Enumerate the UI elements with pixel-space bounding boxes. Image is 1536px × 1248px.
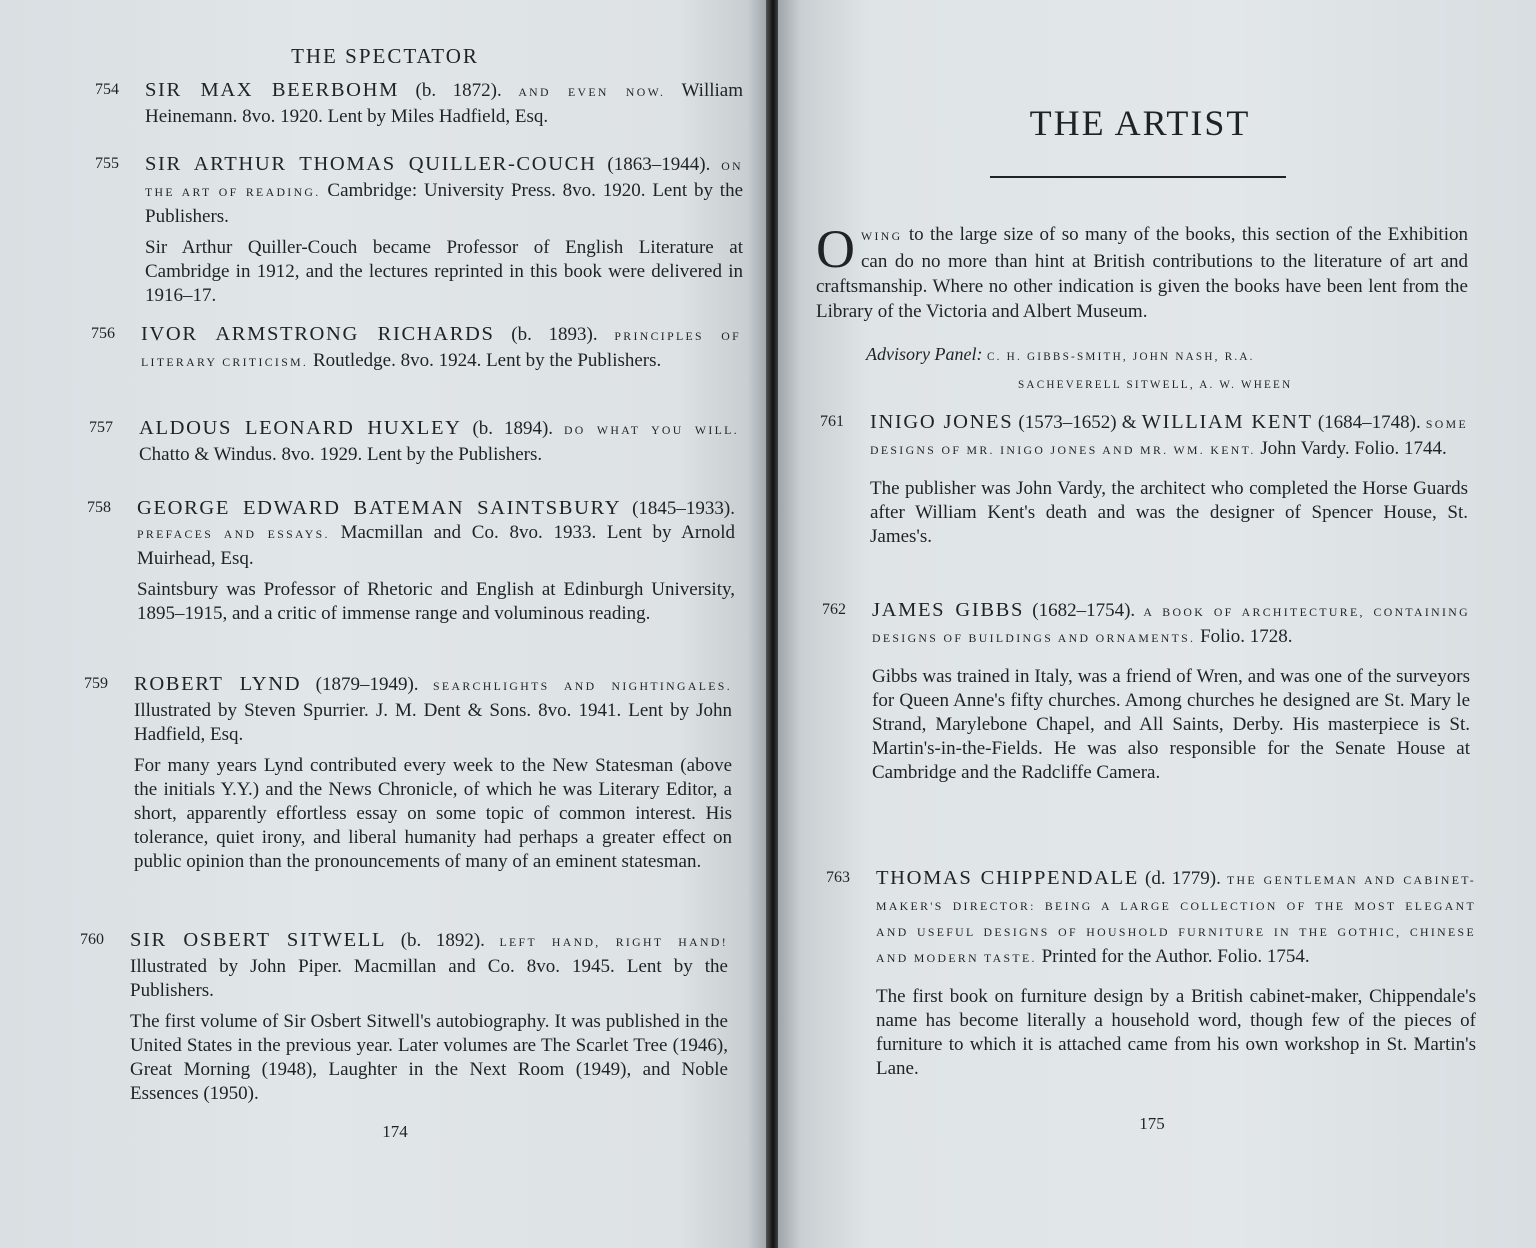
citation-rest: William Heinemann. 8vo. 1920. Lent by Miles Hadfield, Esq. bbox=[145, 80, 744, 127]
citation-rest: Folio. 1728. bbox=[1195, 626, 1293, 647]
author-dates: (1573–1652) & bbox=[1013, 412, 1142, 433]
author-dates: (1845–1933). bbox=[621, 498, 735, 519]
author-dates: (d. 1779). bbox=[1138, 868, 1227, 889]
author-name: THOMAS CHIPPENDALE bbox=[876, 867, 1139, 889]
author-name: GEORGE EDWARD BATEMAN SAINTSBURY bbox=[137, 497, 622, 519]
citation-rest: Illustrated by Steven Spurrier. J. M. Dent & Sons. 8vo. 1941. Lent by John Hadfield, Esq. bbox=[134, 700, 732, 745]
entry-number: 763 bbox=[826, 869, 850, 886]
book-title: DO WHAT YOU WILL. bbox=[563, 424, 739, 437]
entry-number: 755 bbox=[95, 155, 119, 172]
author-name: ALDOUS LEONARD HUXLEY bbox=[139, 417, 462, 439]
book-title: LEFT HAND, RIGHT HAND! bbox=[499, 936, 728, 949]
book-title: PREFACES AND ESSAYS. bbox=[137, 528, 330, 541]
entry-citation bbox=[872, 598, 1470, 651]
author-dates: (1682–1754). bbox=[1024, 600, 1144, 621]
running-head: THE SPECTATOR bbox=[291, 44, 479, 68]
title-rule bbox=[990, 176, 1286, 178]
entry-761 bbox=[820, 410, 1469, 549]
entry-citation bbox=[870, 410, 1468, 463]
author-dates-2: (1684–1748). bbox=[1312, 412, 1426, 433]
author-name: IVOR ARMSTRONG RICHARDS bbox=[141, 323, 495, 345]
advisory-panel bbox=[866, 342, 1466, 398]
entry-number: 762 bbox=[822, 601, 846, 618]
entry-number: 756 bbox=[91, 325, 115, 342]
book-title: THE GENTLEMAN AND CABINET-MAKER'S DIRECTOR: BEING A LARGE COLLECTION OF THE MOST ELEGANT AND USEFUL DESIGNS OF HOUSHOLD FURNITURE IN THE GOTHIC, CHINESE AND MODERN TASTE. bbox=[876, 874, 1476, 965]
entry-note: The first volume of Sir Osbert Sitwell's autobiography. It was published in the United States in the previous year. Later volumes are The Scarlet Tree (1946), Great Morning (1948), Laughter in the Next Room (1949), and Noble Essences (1950). bbox=[130, 1011, 728, 1104]
author-dates: (b. 1894). bbox=[461, 418, 564, 439]
citation-rest: Cambridge: University Press. 8vo. 1920. Lent by the Publishers. bbox=[145, 180, 744, 227]
advisory-label: Advisory Panel: bbox=[866, 344, 983, 364]
author-name: SIR MAX BEERBOHM bbox=[145, 79, 399, 101]
entry-757 bbox=[89, 416, 739, 467]
drop-cap: O bbox=[816, 219, 855, 279]
entry-756 bbox=[91, 322, 741, 375]
entry-note: Saintsbury was Professor of Rhetoric and English at Edinburgh University, 1895–1915, and a critic of immense range and voluminous reading. bbox=[137, 579, 735, 624]
book-title: PRINCIPLES OF LITERARY CRITICISM. bbox=[141, 330, 741, 369]
author-dates: (b. 1892). bbox=[386, 930, 500, 951]
citation-rest: Illustrated by John Piper. Macmillan and Co. 8vo. 1945. Lent by the Publishers. bbox=[130, 956, 728, 1001]
entry-citation bbox=[141, 322, 741, 375]
entry-760 bbox=[80, 928, 728, 1106]
entry-note: The first book on furniture design by a British cabinet-maker, Chippendale's name has become literally a household word, though few of the pieces of furniture to which it is attached came from his own workshop in St. Martin's Lane. bbox=[876, 986, 1476, 1079]
book-title: SEARCHLIGHTS AND NIGHTINGALES. bbox=[433, 680, 732, 693]
author-dates: (b. 1872). bbox=[398, 80, 519, 101]
entry-citation bbox=[145, 78, 743, 129]
author-name: ROBERT LYND bbox=[134, 673, 302, 695]
citation-rest: Routledge. 8vo. 1924. Lent by the Publishers. bbox=[308, 350, 662, 371]
entry-755 bbox=[95, 152, 744, 308]
author-name: SIR OSBERT SITWELL bbox=[130, 929, 387, 951]
author-name: INIGO JONES bbox=[870, 411, 1014, 433]
author-dates: (1879–1949). bbox=[301, 674, 434, 695]
book-title: ON THE ART OF READING. bbox=[145, 160, 743, 199]
citation-rest: Macmillan and Co. 8vo. 1933. Lent by Arnold Muirhead, Esq. bbox=[137, 522, 736, 569]
entry-number: 760 bbox=[80, 931, 104, 948]
advisory-members-2: SACHEVERELL SITWELL, A. W. WHEEN bbox=[1018, 379, 1293, 391]
entry-citation bbox=[134, 672, 732, 747]
section-title: THE ARTIST bbox=[1029, 103, 1251, 143]
entry-citation bbox=[137, 496, 735, 571]
advisory-members-1: C. H. GIBBS-SMITH, JOHN NASH, R.A. bbox=[986, 351, 1255, 363]
book-title: AND EVEN NOW. bbox=[518, 86, 666, 99]
entry-number: 754 bbox=[95, 81, 119, 98]
author-name: JAMES GIBBS bbox=[872, 599, 1025, 621]
entry-759 bbox=[84, 672, 732, 874]
intro-lead: WING bbox=[861, 230, 903, 243]
entry-number: 759 bbox=[84, 675, 108, 692]
entry-note: For many years Lynd contributed every week to the New Statesman (above the initials Y.Y.) and the News Chronicle, of which he was Literary Editor, a short, apparently effortless essay on some topic of common interest. His tolerance, quiet irony, and liberal humanity had perhaps a greater effect on public opinion than the pronouncements of many of an eminent statesman. bbox=[134, 755, 732, 872]
citation-rest: Chatto & Windus. 8vo. 1929. Lent by the Publishers. bbox=[139, 444, 543, 465]
author-name: SIR ARTHUR THOMAS QUILLER-COUCH bbox=[145, 153, 597, 175]
entry-citation bbox=[139, 416, 739, 467]
entry-762 bbox=[822, 598, 1470, 785]
author-dates: (b. 1893). bbox=[494, 324, 615, 345]
entry-758 bbox=[87, 496, 736, 626]
author-name-2: WILLIAM KENT bbox=[1141, 411, 1313, 433]
entry-note: Sir Arthur Quiller-Couch became Professor of English Literature at Cambridge in 1912, and the lectures reprinted in this book were delivered in 1916–17. bbox=[145, 237, 743, 306]
intro-text: to the large size of so many of the books, this section of the Exhibition can do no more than hint at British contributions to the literature of art and craftsmanship. Where no other indication is given the books have been lent from the Library of the Victoria and Albert Museum. bbox=[816, 224, 1468, 322]
entry-number: 758 bbox=[87, 499, 111, 516]
citation-rest: John Vardy. Folio. 1744. bbox=[1255, 438, 1447, 459]
section-intro bbox=[816, 219, 1468, 324]
book-title: A BOOK OF ARCHITECTURE, CONTAINING DESIGNS OF BUILDINGS AND ORNAMENTS. bbox=[872, 606, 1470, 645]
entry-citation bbox=[130, 928, 728, 1003]
book-title: SOME DESIGNS OF MR. INIGO JONES AND MR. WM. KENT. bbox=[870, 418, 1469, 457]
entry-763 bbox=[826, 866, 1476, 1081]
page-number: 175 bbox=[1139, 1114, 1165, 1133]
entry-note: Gibbs was trained in Italy, was a friend of Wren, and was one of the surveyors for Queen Anne's fifty churches. Among churches he designed are St. Mary le Strand, Marylebone Chapel, and All Saints, Derby. His masterpiece is St. Martin's-in-the-Fields. He was also responsible for the Senate House at Cambridge and the Radcliffe Camera. bbox=[872, 666, 1470, 783]
entry-note: The publisher was John Vardy, the architect who completed the Horse Guards after William Kent's death and was the designer of Spencer House, St. James's. bbox=[870, 478, 1468, 547]
entry-citation bbox=[876, 866, 1476, 971]
entry-number: 757 bbox=[89, 419, 113, 436]
entry-citation bbox=[145, 152, 743, 229]
author-dates: (1863–1944). bbox=[596, 154, 722, 175]
entry-number: 761 bbox=[820, 413, 844, 430]
entry-754 bbox=[95, 78, 744, 129]
page-number: 174 bbox=[382, 1122, 408, 1141]
citation-rest: Printed for the Author. Folio. 1754. bbox=[1036, 946, 1310, 967]
